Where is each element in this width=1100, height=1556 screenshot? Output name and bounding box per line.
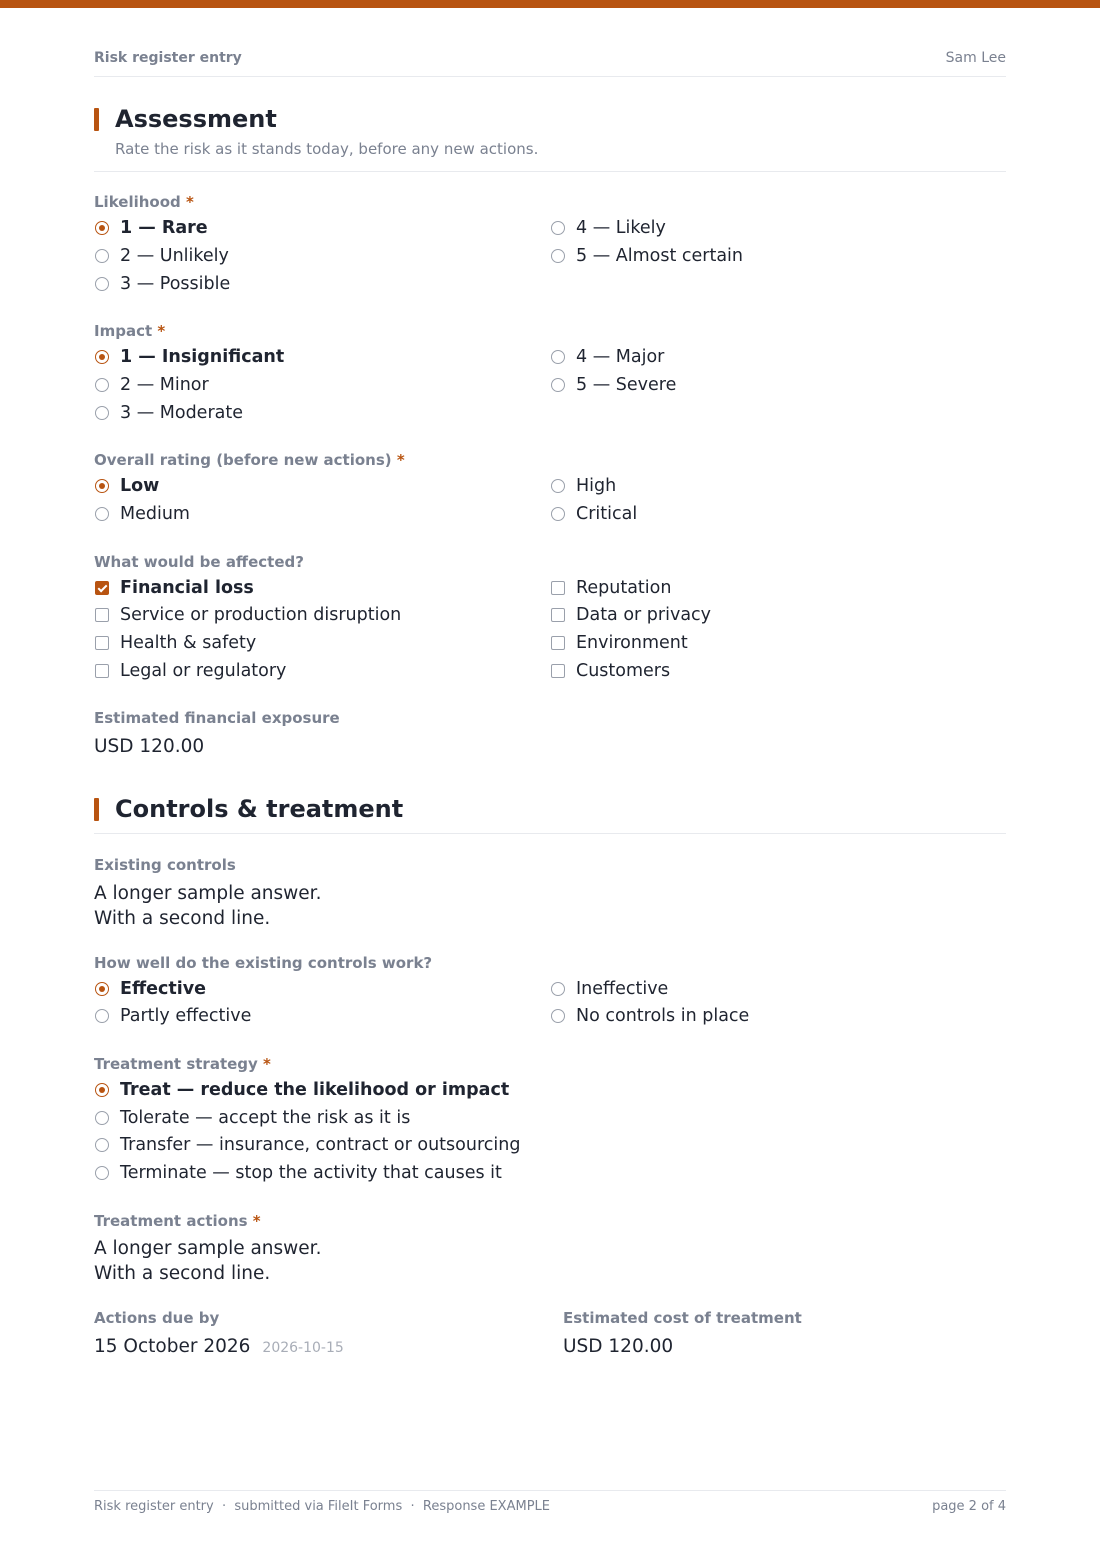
question-treatment-cost: Estimated cost of treatment <box>563 1309 802 1327</box>
radio-icon <box>551 507 565 521</box>
page-footer <box>94 1490 1006 1521</box>
radio-icon <box>95 249 109 263</box>
question-likelihood: Likelihood * <box>94 193 194 211</box>
checkbox-icon <box>551 608 565 622</box>
checkbox-icon <box>551 664 565 678</box>
section-assessment <box>94 104 1006 172</box>
radio-icon <box>95 1138 109 1152</box>
radio-icon <box>551 1009 565 1023</box>
question-treatment-strategy: Treatment strategy * <box>94 1055 271 1073</box>
radio-selected-icon <box>95 1083 109 1097</box>
radio-selected-icon <box>95 982 109 996</box>
section-subtitle: Rate the risk as it stands today, before any new actions. <box>115 140 539 158</box>
answer-exposure: USD 120.00 <box>94 736 205 757</box>
question-treatment-actions: Treatment actions * <box>94 1212 261 1230</box>
radio-icon <box>95 277 109 291</box>
radio-icon <box>551 350 565 364</box>
answer-existing-controls: A longer sample answer. With a second line. <box>94 883 322 929</box>
answer-actions-due: 15 October 2026 2026-10-15 <box>94 1336 344 1357</box>
question-exposure: Estimated financial exposure <box>94 709 340 727</box>
section-title: Assessment <box>115 105 277 133</box>
section-marker <box>94 108 99 131</box>
answer-treatment-actions: A longer sample answer. With a second line. <box>94 1238 322 1284</box>
radio-icon <box>551 249 565 263</box>
section-controls <box>94 794 1006 834</box>
checkbox-checked-icon <box>95 581 109 595</box>
question-affected: What would be affected? <box>94 553 304 571</box>
radio-icon <box>95 1111 109 1125</box>
footer-info: Risk register entry · submitted via FileIt Forms · Response EXAMPLE <box>94 1499 550 1514</box>
page-number: page 2 of 4 <box>932 1499 1006 1514</box>
question-actions-due: Actions due by <box>94 1309 220 1327</box>
iso-date: 2026-10-15 <box>262 1340 344 1356</box>
question-existing-controls: Existing controls <box>94 856 236 874</box>
radio-icon <box>95 378 109 392</box>
user-name: Sam Lee <box>945 50 1006 66</box>
radio-icon <box>551 982 565 996</box>
form-name: Risk register entry <box>94 50 242 66</box>
checkbox-icon <box>95 608 109 622</box>
radio-icon <box>95 1166 109 1180</box>
checkbox-icon <box>551 636 565 650</box>
radio-icon <box>95 406 109 420</box>
radio-icon <box>551 378 565 392</box>
radio-icon <box>95 1009 109 1023</box>
radio-icon <box>551 221 565 235</box>
form-page: Risk register entry Sam Lee Assessment Rate the risk as it stands today, before any new actions. Likelihood * 1 — Rare 2 — Unlikely 3 — Possible 4 — Likely 5 — Almost certain Impact * 1 — Insignificant 2 — Minor 3 — Moderate 4 — Major 5 — Severe Overall rating (before new actions) * Low Medium High Critical What would be affected? Financial loss Service or production disruption Health & safety Legal or regulatory Reputation Data or privacy Environment Customers Estimated financial exposure USD 120.00 Controls & treatment Existing controls A longer sample answer. With a second line. How well do the existing controls work? Effective Partly effective Ineffective No controls in place Treatment strategy * Treat — reduce the likelihood or impact Tolerate — accept the risk as it is Transfer — insurance, contract or outsourcing Terminate — stop the activity that causes it Treatment actions * A longer sample answer. With a second line. Actions due by 15 October 2026 2026-10-15 Estimated cost of treatment USD 120.00 Risk register entry · submitted via FileIt Forms · Response EXAMPLE page 2 of 4 <box>94 0 1006 1556</box>
page-header <box>94 48 1006 77</box>
radio-icon <box>95 507 109 521</box>
question-overall-rating: Overall rating (before new actions) * <box>94 451 405 469</box>
checkbox-icon <box>551 581 565 595</box>
radio-selected-icon <box>95 350 109 364</box>
checkbox-icon <box>95 664 109 678</box>
question-impact: Impact * <box>94 322 166 340</box>
radio-icon <box>551 479 565 493</box>
checkbox-icon <box>95 636 109 650</box>
radio-selected-icon <box>95 221 109 235</box>
section-title: Controls & treatment <box>115 795 404 823</box>
radio-selected-icon <box>95 479 109 493</box>
question-effectiveness: How well do the existing controls work? <box>94 954 433 972</box>
answer-treatment-cost: USD 120.00 <box>563 1336 674 1357</box>
section-marker <box>94 798 99 821</box>
